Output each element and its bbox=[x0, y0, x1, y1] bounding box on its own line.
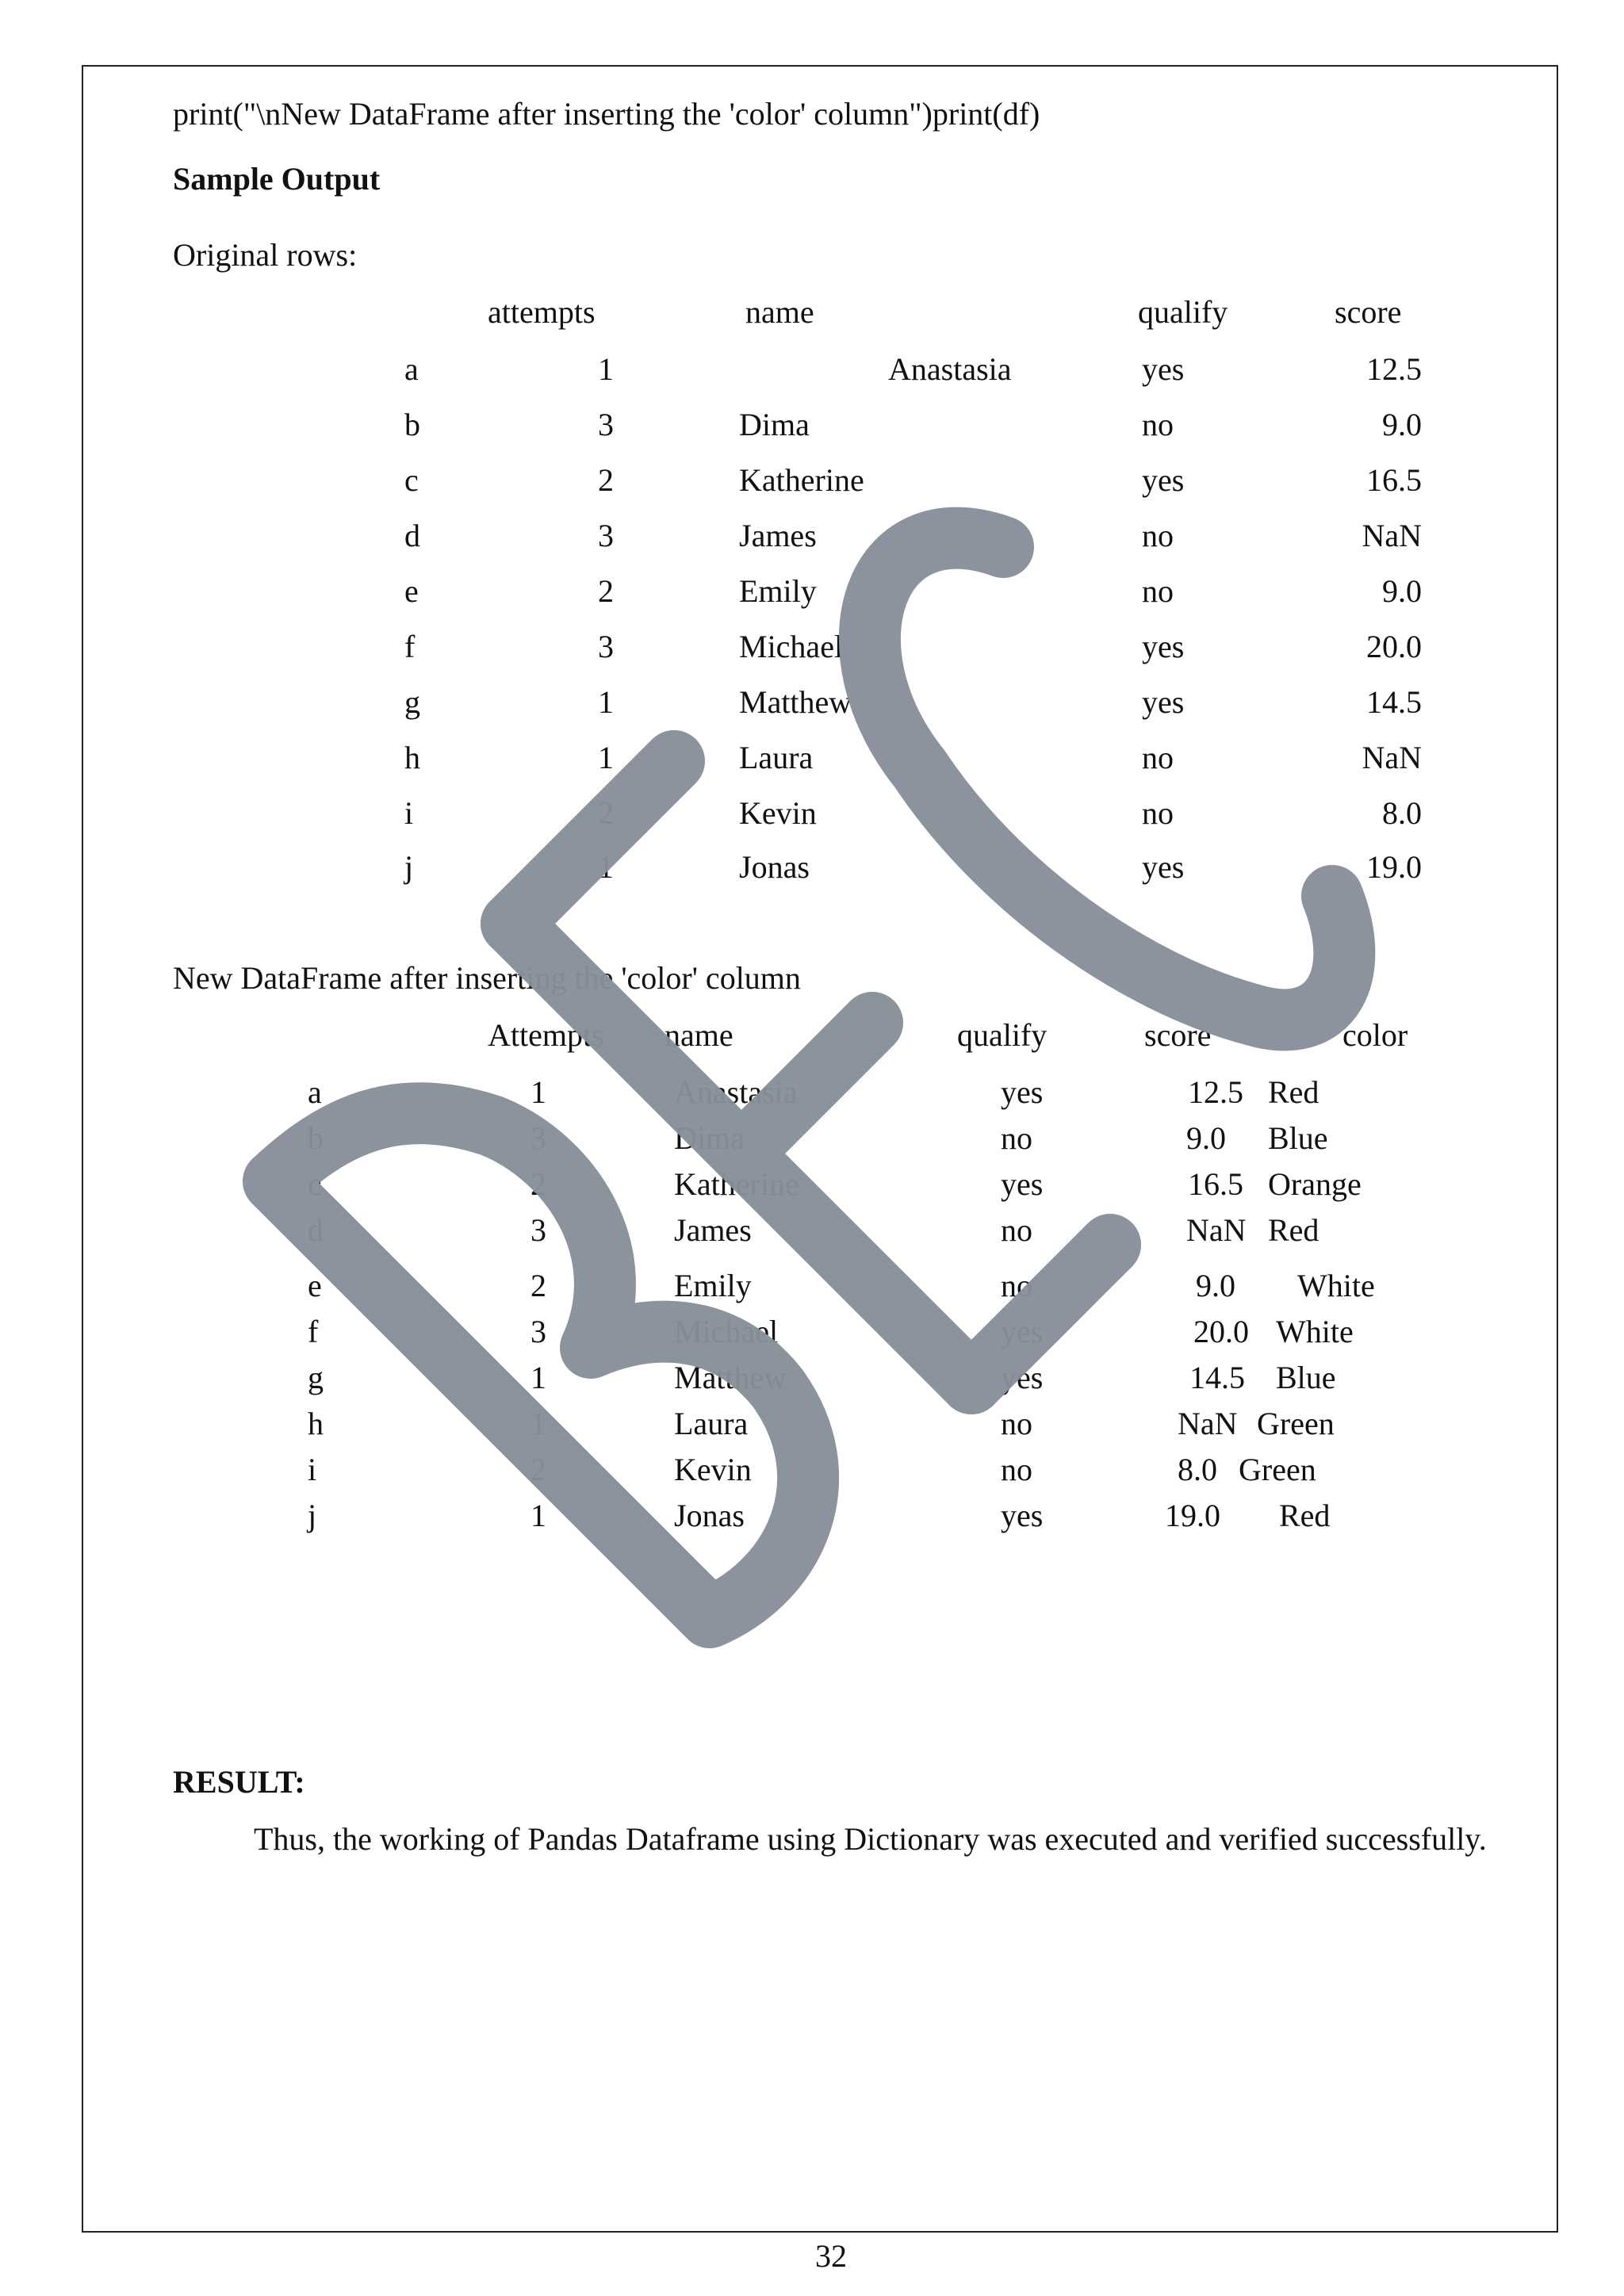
original-header-name: name bbox=[745, 294, 814, 330]
original-row-qualify: no bbox=[1142, 573, 1174, 609]
original-row-index: j bbox=[404, 849, 414, 885]
new-row-score: 16.5 bbox=[1188, 1166, 1243, 1202]
original-row-attempts: 1 bbox=[598, 740, 614, 775]
new-header-color: color bbox=[1342, 1017, 1408, 1053]
original-row-name: James bbox=[739, 518, 817, 553]
new-row-qualify: no bbox=[1001, 1120, 1032, 1156]
original-row-attempts: 3 bbox=[598, 407, 614, 442]
new-row-name: Jonas bbox=[674, 1498, 745, 1533]
new-row-qualify: yes bbox=[1001, 1498, 1044, 1533]
original-row-qualify: yes bbox=[1142, 629, 1185, 664]
new-row-attempts: 3 bbox=[530, 1212, 546, 1248]
new-row-attempts: 3 bbox=[530, 1120, 546, 1156]
original-row-qualify: yes bbox=[1142, 351, 1185, 387]
new-row-qualify: no bbox=[1001, 1212, 1032, 1248]
original-row-attempts: 2 bbox=[598, 795, 614, 831]
new-row-attempts: 2 bbox=[530, 1166, 546, 1202]
new-row-score: 8.0 bbox=[1178, 1452, 1217, 1487]
new-row-color: Blue bbox=[1268, 1120, 1328, 1156]
new-row-qualify: no bbox=[1001, 1268, 1032, 1303]
original-row-index: d bbox=[404, 518, 420, 553]
original-row-score: 16.5 bbox=[1366, 462, 1422, 498]
original-row-score: 20.0 bbox=[1366, 629, 1422, 664]
new-row-qualify: yes bbox=[1001, 1314, 1044, 1349]
original-row-name: Laura bbox=[739, 740, 814, 775]
new-row-score: 9.0 bbox=[1196, 1268, 1235, 1303]
new-row-score: NaN bbox=[1178, 1406, 1238, 1441]
original-row-attempts: 1 bbox=[598, 351, 614, 387]
new-row-attempts: 1 bbox=[530, 1498, 546, 1533]
original-row-score: NaN bbox=[1362, 518, 1422, 553]
new-row-color: Red bbox=[1268, 1212, 1320, 1248]
new-row-qualify: no bbox=[1001, 1406, 1032, 1441]
new-header-name: name bbox=[665, 1017, 733, 1053]
new-row-attempts: 2 bbox=[530, 1268, 546, 1303]
original-row-index: f bbox=[404, 629, 416, 664]
new-row-name: James bbox=[674, 1212, 752, 1248]
original-row-index: a bbox=[404, 351, 419, 387]
page-border bbox=[82, 65, 1558, 2233]
original-row-name: Jonas bbox=[739, 849, 810, 885]
new-row-name: Anastasia bbox=[674, 1074, 798, 1110]
original-row-index: b bbox=[404, 407, 420, 442]
result-heading: RESULT: bbox=[173, 1764, 305, 1800]
sample-output-heading: Sample Output bbox=[173, 161, 381, 197]
new-row-name: Emily bbox=[674, 1268, 752, 1303]
new-row-score: 9.0 bbox=[1186, 1120, 1226, 1156]
original-header-attempts: attempts bbox=[488, 294, 596, 330]
page-number: 32 bbox=[815, 2238, 847, 2274]
new-row-color: Green bbox=[1257, 1406, 1335, 1441]
new-row-index: g bbox=[308, 1360, 324, 1395]
original-row-score: 8.0 bbox=[1382, 795, 1422, 831]
original-row-score: 9.0 bbox=[1382, 573, 1422, 609]
new-row-index: c bbox=[308, 1166, 322, 1202]
new-row-index: d bbox=[308, 1212, 324, 1248]
original-row-name: Matthew bbox=[739, 684, 852, 720]
new-row-color: Red bbox=[1279, 1498, 1331, 1533]
new-header-Attempts: Attempts bbox=[488, 1017, 604, 1053]
original-row-qualify: no bbox=[1142, 407, 1174, 442]
result-text: Thus, the working of Pandas Dataframe using Dictionary was executed and verified successfully. bbox=[254, 1821, 1487, 1857]
original-row-qualify: yes bbox=[1142, 684, 1185, 720]
new-row-qualify: no bbox=[1001, 1452, 1032, 1487]
original-row-score: 9.0 bbox=[1382, 407, 1422, 442]
new-row-color: Blue bbox=[1276, 1360, 1336, 1395]
new-row-color: Orange bbox=[1268, 1166, 1362, 1202]
code-line: print("\nNew DataFrame after inserting the 'color' column")print(df) bbox=[173, 96, 1040, 132]
new-row-color: White bbox=[1276, 1314, 1354, 1349]
original-rows-caption: Original rows: bbox=[173, 237, 358, 273]
new-row-score: NaN bbox=[1186, 1212, 1247, 1248]
original-row-qualify: no bbox=[1142, 518, 1174, 553]
original-header-qualify: qualify bbox=[1138, 294, 1228, 330]
new-row-index: i bbox=[308, 1452, 317, 1487]
new-row-color: Red bbox=[1268, 1074, 1320, 1110]
new-dataframe-caption: New DataFrame after inserting the 'color' column bbox=[173, 960, 801, 996]
new-row-name: Kevin bbox=[674, 1452, 752, 1487]
new-row-index: h bbox=[308, 1406, 324, 1441]
new-row-index: f bbox=[308, 1314, 319, 1349]
original-row-name: Kevin bbox=[739, 795, 817, 831]
new-row-name: Matthew bbox=[674, 1360, 787, 1395]
new-row-attempts: 1 bbox=[530, 1406, 546, 1441]
new-row-name: Michael bbox=[674, 1314, 779, 1349]
new-row-name: Laura bbox=[674, 1406, 749, 1441]
original-row-score: NaN bbox=[1362, 740, 1422, 775]
original-row-qualify: no bbox=[1142, 795, 1174, 831]
original-row-score: 12.5 bbox=[1366, 351, 1422, 387]
new-row-qualify: yes bbox=[1001, 1074, 1044, 1110]
new-row-name: Katherine bbox=[674, 1166, 799, 1202]
original-row-attempts: 2 bbox=[598, 462, 614, 498]
new-row-attempts: 1 bbox=[530, 1074, 546, 1110]
original-row-name: Michael bbox=[739, 629, 844, 664]
original-row-attempts: 3 bbox=[598, 518, 614, 553]
new-row-attempts: 2 bbox=[530, 1452, 546, 1487]
original-header-score: score bbox=[1335, 294, 1402, 330]
original-row-attempts: 2 bbox=[598, 573, 614, 609]
original-row-name: Anastasia bbox=[888, 351, 1012, 387]
new-row-index: a bbox=[308, 1074, 322, 1110]
new-header-qualify: qualify bbox=[957, 1017, 1048, 1053]
new-row-index: e bbox=[308, 1268, 322, 1303]
new-row-score: 12.5 bbox=[1188, 1074, 1243, 1110]
original-row-index: e bbox=[404, 573, 419, 609]
original-row-name: Katherine bbox=[739, 462, 864, 498]
new-row-qualify: yes bbox=[1001, 1166, 1044, 1202]
original-row-index: g bbox=[404, 684, 420, 720]
new-header-score: score bbox=[1144, 1017, 1212, 1053]
original-row-attempts: 3 bbox=[598, 629, 614, 664]
original-row-name: Emily bbox=[739, 573, 817, 609]
new-row-attempts: 3 bbox=[530, 1314, 546, 1349]
new-row-color: White bbox=[1297, 1268, 1375, 1303]
new-row-score: 19.0 bbox=[1165, 1498, 1220, 1533]
original-row-attempts: 1 bbox=[598, 684, 614, 720]
original-row-index: c bbox=[404, 462, 419, 498]
original-row-qualify: yes bbox=[1142, 462, 1185, 498]
original-row-name: Dima bbox=[739, 407, 810, 442]
new-row-attempts: 1 bbox=[530, 1360, 546, 1395]
original-row-attempts: 1 bbox=[598, 849, 614, 885]
original-row-qualify: no bbox=[1142, 740, 1174, 775]
new-row-qualify: yes bbox=[1001, 1360, 1044, 1395]
original-row-index: i bbox=[404, 795, 414, 831]
new-row-name: Dima bbox=[674, 1120, 745, 1156]
new-row-score: 20.0 bbox=[1193, 1314, 1249, 1349]
original-row-score: 14.5 bbox=[1366, 684, 1422, 720]
new-row-score: 14.5 bbox=[1189, 1360, 1245, 1395]
new-row-index: b bbox=[308, 1120, 324, 1156]
new-row-color: Green bbox=[1239, 1452, 1316, 1487]
original-row-score: 19.0 bbox=[1366, 849, 1422, 885]
original-row-qualify: yes bbox=[1142, 849, 1185, 885]
original-row-index: h bbox=[404, 740, 420, 775]
new-row-index: j bbox=[308, 1498, 317, 1533]
